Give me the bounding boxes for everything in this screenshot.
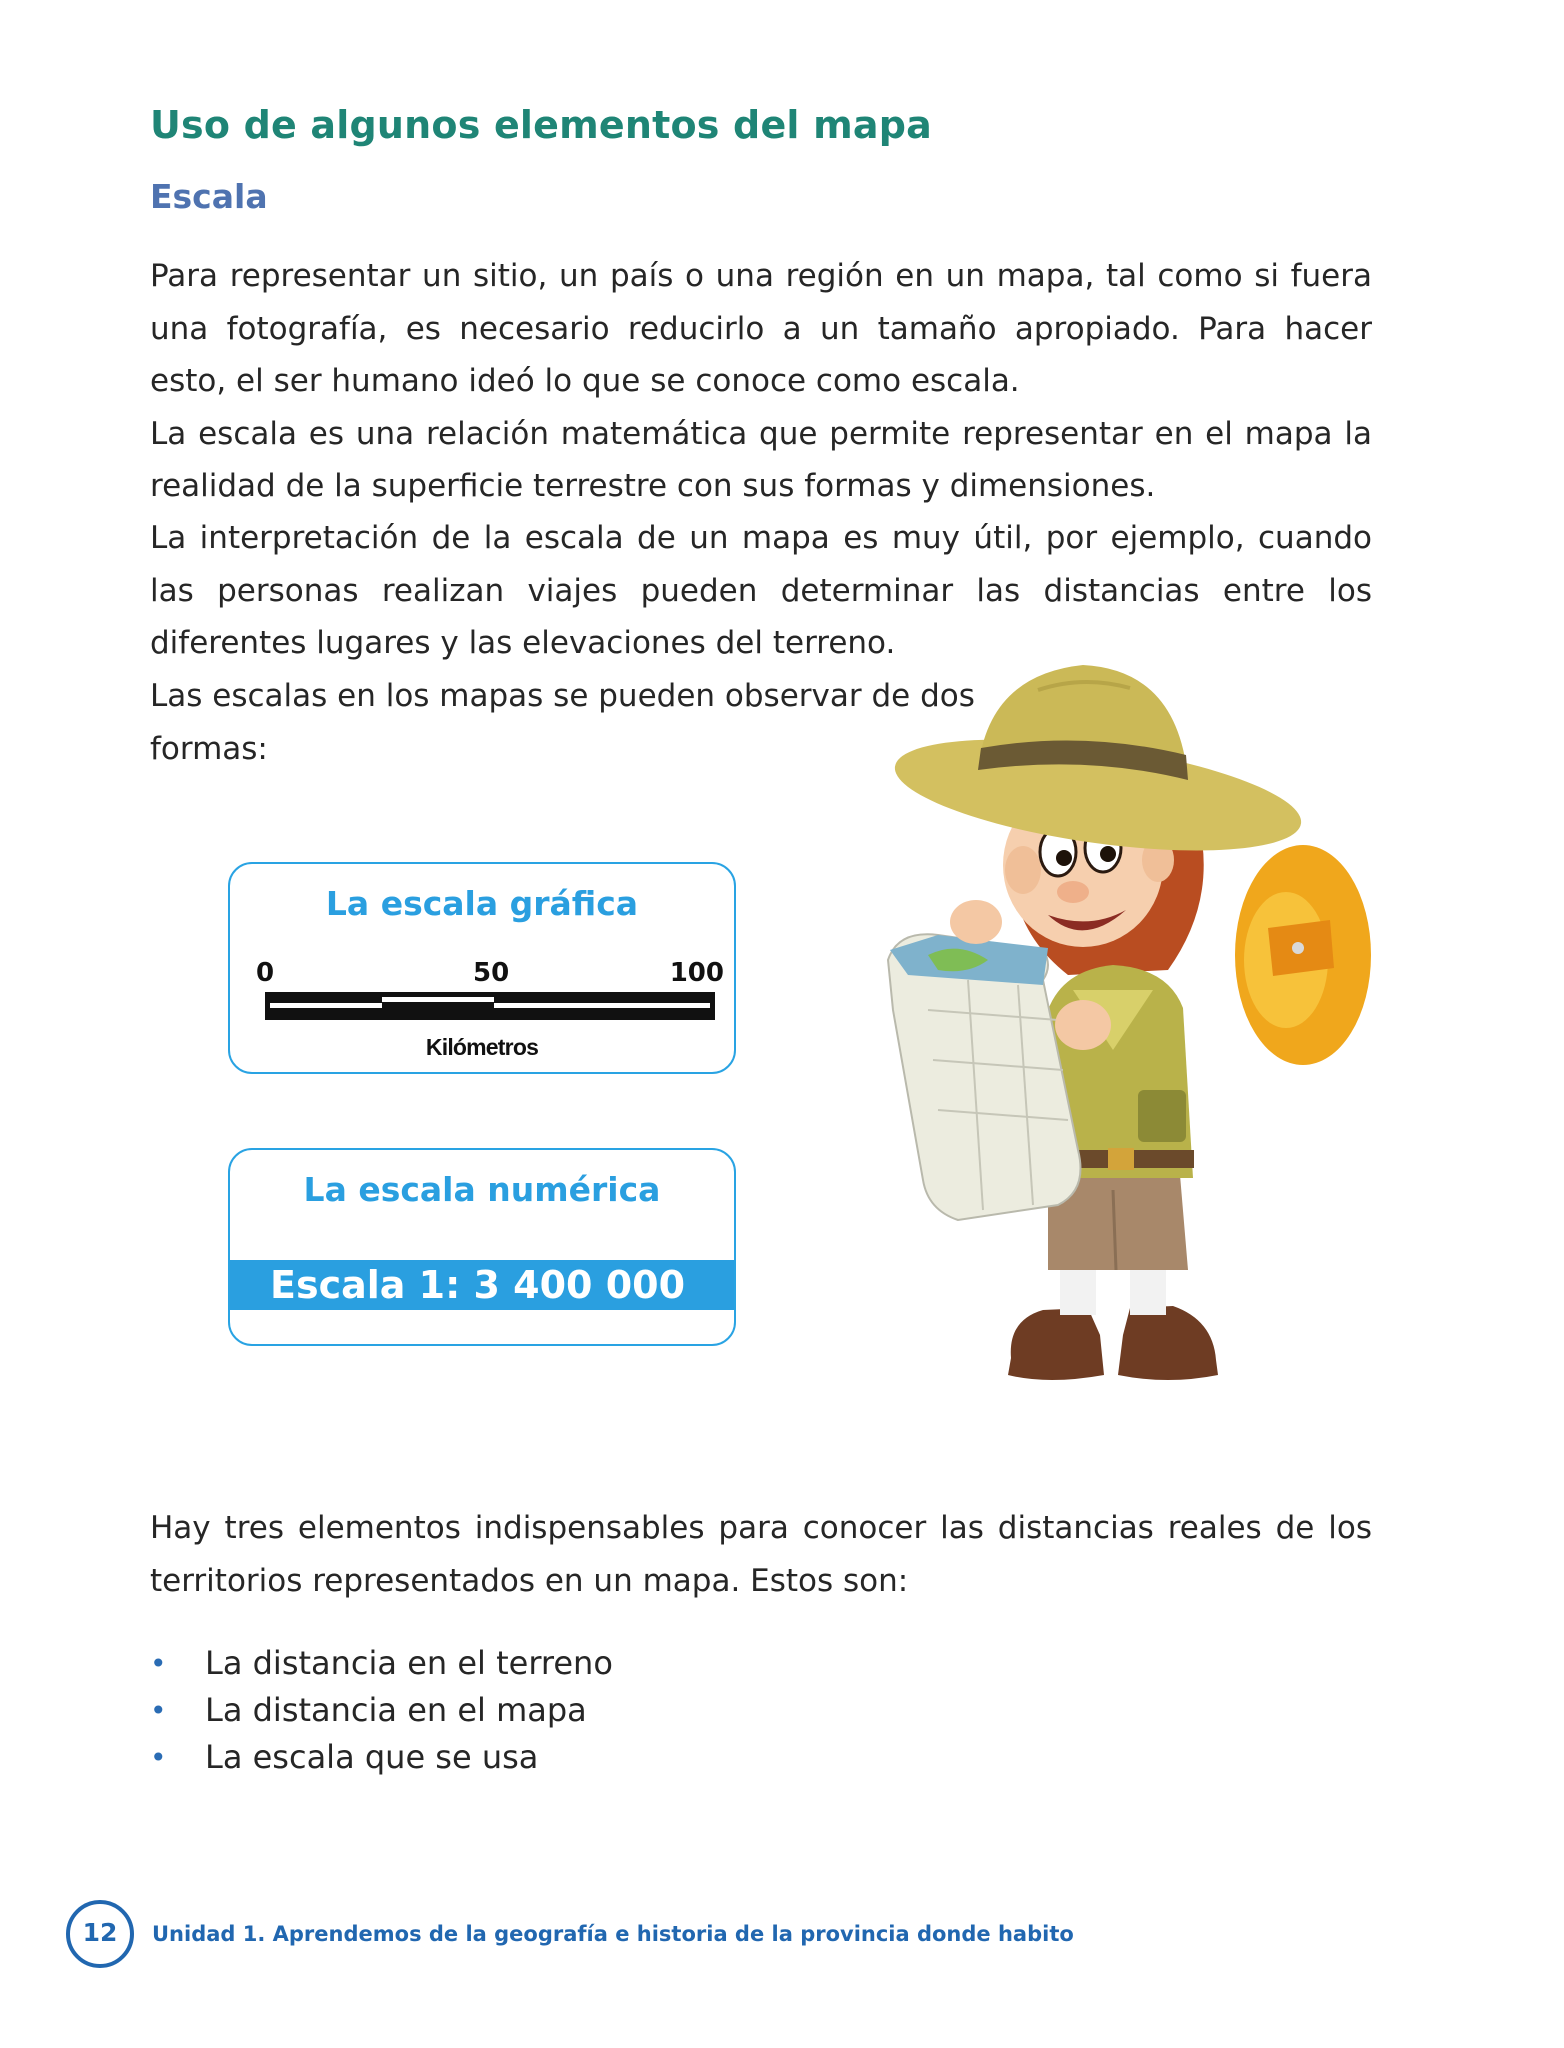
paragraph: Hay tres elementos indispensables para conocer las distancias reales de los territorios representados en un mapa. Estos son: bbox=[150, 1510, 1372, 1599]
scale-tick-label: 100 bbox=[669, 958, 724, 988]
footer-unit-title: Unidad 1. Aprendemos de la geografía e historia de la provincia donde habito bbox=[152, 1922, 1074, 1946]
list-item bbox=[150, 1640, 613, 1687]
bullet-icon: • bbox=[150, 1741, 167, 1774]
bullet-icon: • bbox=[150, 1694, 167, 1727]
scale-tick-label: 0 bbox=[256, 958, 275, 988]
scale-bar bbox=[265, 992, 715, 1022]
graphic-scale-box bbox=[228, 862, 736, 1074]
list-item bbox=[150, 1734, 613, 1781]
scale-unit-label: Kilómetros bbox=[425, 1034, 539, 1060]
section-title: Escala bbox=[150, 177, 268, 216]
bullet-icon: • bbox=[150, 1647, 167, 1680]
list-item-text: La distancia en el terreno bbox=[205, 1644, 613, 1682]
elements-text bbox=[150, 1502, 1372, 1607]
numeric-scale-title: La escala numérica bbox=[303, 1170, 661, 1209]
numeric-scale-box bbox=[228, 1148, 736, 1346]
list-item-text: La escala que se usa bbox=[205, 1738, 539, 1776]
page-number-badge: 12 bbox=[66, 1900, 134, 1968]
numeric-scale-value: Escala 1: 3 400 000 bbox=[230, 1260, 734, 1310]
paragraph: Las escalas en los mapas se pueden observar de dos formas: bbox=[150, 678, 975, 767]
explorer-with-map-illustration bbox=[868, 630, 1378, 1450]
intro-text bbox=[150, 250, 1372, 513]
page-title: Uso de algunos elementos del mapa bbox=[150, 103, 932, 147]
scale-tick-label: 50 bbox=[473, 958, 510, 988]
paragraph: Para representar un sitio, un país o una región en un mapa, tal como si fuera una fotografía, es necesario reducirlo a un tamaño apropiado. Para hacer esto, el ser humano ideó lo que se conoce como escala. bbox=[150, 258, 1372, 399]
graphic-scale-title: La escala gráfica bbox=[325, 884, 639, 923]
paragraph: La escala es una relación matemática que permite representar en el mapa la realidad de la superficie terrestre con sus formas y dimensiones. bbox=[150, 415, 1372, 504]
elements-list bbox=[150, 1640, 613, 1781]
paragraph: La interpretación de la escala de un mapa es muy útil, por ejemplo, cuando las personas realizan viajes pueden determinar las distancias entre los diferentes lugares y las elevaciones del terreno. bbox=[150, 520, 1372, 661]
list-item bbox=[150, 1687, 613, 1734]
list-item-text: La distancia en el mapa bbox=[205, 1691, 587, 1729]
